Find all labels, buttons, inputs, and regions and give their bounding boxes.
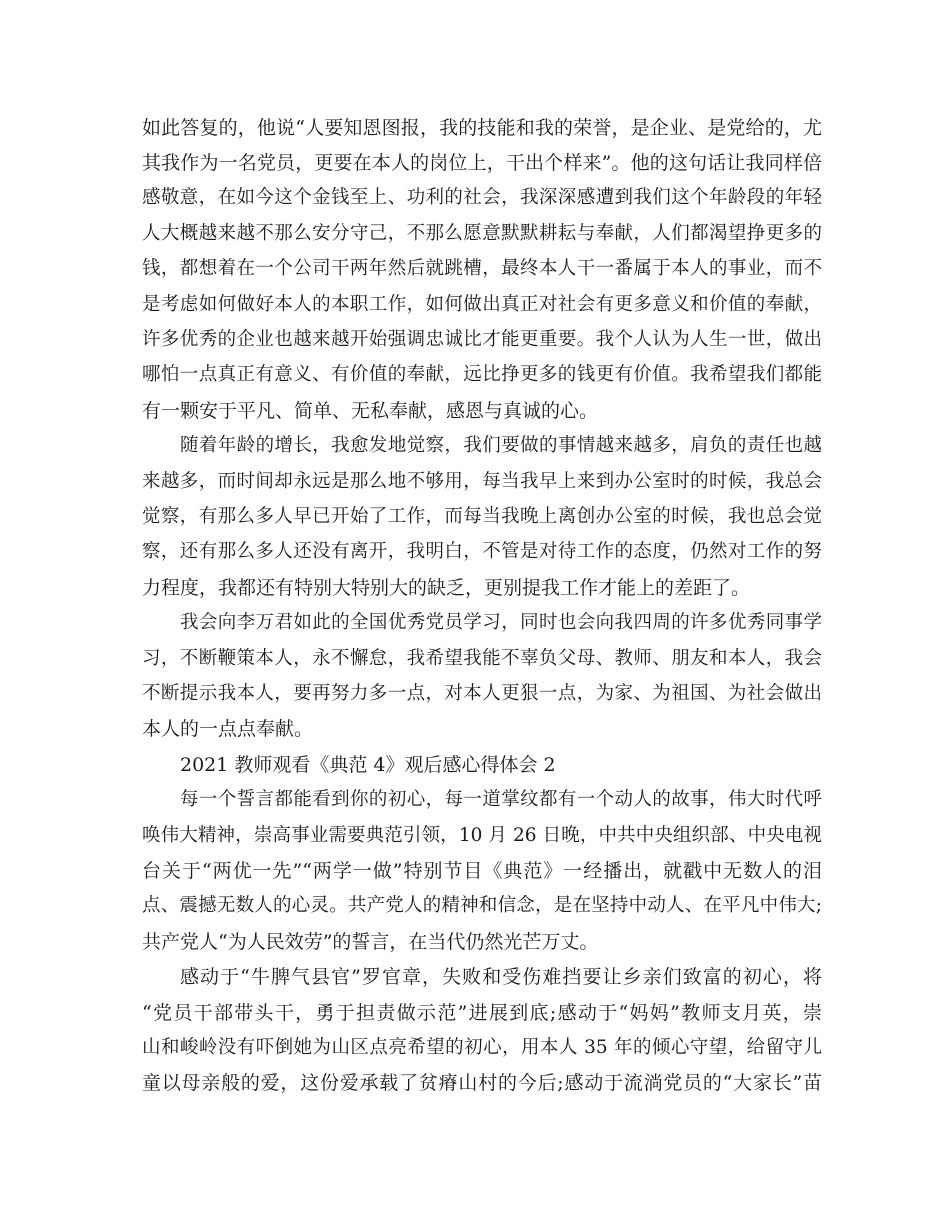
text-line: 如此答复的，他说“人要知恩图报，我的技能和我的荣誉，是企业、是党给的，尤	[142, 117, 822, 139]
paragraph-first-line: 每一个誓言都能看到你的初心，每一道掌纹都有一个动人的故事，伟大时代呼	[180, 789, 822, 810]
text-line: 感敬意，在如今这个金钱至上、功利的社会，我深深感遭到我们这个年龄段的年轻	[142, 187, 822, 208]
text-line: 唤伟大精神，崇高事业需要典范引领，10 月 26 日晚，中共中央组织部、中央电视	[142, 825, 822, 846]
text-line: 共产党人“为人民效劳”的誓言，在当代仍然光芒万丈。	[142, 931, 599, 953]
text-line: 不断提示我本人，要再努力多一点，对本人更狠一点，为家、为祖国、为社会做出	[142, 683, 822, 704]
text-line: 人大概越来越不那么安分守己，不那么愿意默默耕耘与奉献，人们都渴望挣更多的	[142, 223, 822, 244]
text-line: “党员干部带头干，勇于担责做示范”进展到底;感动于“妈妈”教师支月英，崇	[142, 1002, 822, 1024]
text-line: 许多优秀的企业也越来越开始强调忠诚比才能更重要。我个人认为人生一世，做出	[142, 329, 822, 350]
section-heading: 2021 教师观看《典范 4》观后感心得体会 2	[180, 754, 556, 776]
text-line: 有一颗安于平凡、简单、无私奉献，感恩与真诚的心。	[142, 400, 599, 422]
text-line: 本人的一点点奉献。	[142, 718, 314, 740]
text-line: 来越多，而时间却永远是那么地不够用，每当我早上来到办公室时的时候，我总会	[142, 471, 822, 492]
text-line: 哪怕一点真正有意义、有价值的奉献，远比挣更多的钱更有价值。我希望我们都能	[142, 364, 822, 385]
text-line: 其我作为一名党员，更要在本人的岗位上，干出个样来”。他的这句话让我同样倍	[142, 152, 822, 174]
paragraph-first-line: 随着年龄的增长，我愈发地觉察，我们要做的事情越来越多，肩负的责任也越	[180, 435, 822, 456]
text-line: 童以母亲般的爱，这份爱承载了贫瘠山村的今后;感动于流淌党员的“大家长”苗	[142, 1072, 822, 1094]
text-line: 是考虑如何做好本人的本职工作，如何做出真正对社会有更多意义和价值的奉献，	[142, 294, 822, 315]
text-line: 觉察，有那么多人早已开始了工作，而每当我晚上离创办公室的时候，我也总会觉	[142, 506, 822, 527]
text-line: 察，还有那么多人还没有离开，我明白，不管是对待工作的态度，仍然对工作的努	[142, 541, 822, 562]
text-line: 力程度，我都还有特别大特别大的缺乏，更别提我工作才能上的差距了。	[142, 577, 751, 599]
text-line: 台关于“两优一先”“两学一做”特别节目《典范》一经播出，就戳中无数人的泪	[142, 860, 822, 882]
paragraph-first-line: 感动于“牛脾气县官”罗官章，失败和受伤难挡要让乡亲们致富的初心，将	[180, 966, 822, 988]
text-line: 山和峻岭没有吓倒她为山区点亮希望的初心，用本人 35 年的倾心守望，给留守儿	[142, 1037, 822, 1058]
paragraph-first-line: 我会向李万君如此的全国优秀党员学习，同时也会向我四周的许多优秀同事学	[180, 612, 822, 633]
text-line: 习，不断鞭策本人，永不懈怠，我希望我能不辜负父母、教师、朋友和本人，我会	[142, 648, 822, 669]
text-line: 钱，都想着在一个公司干两年然后就跳槽，最终本人干一番属于本人的事业，而不	[142, 258, 822, 279]
text-line: 点、震撼无数人的心灵。共产党人的精神和信念，是在坚持中动人、在平凡中伟大;	[142, 895, 822, 916]
